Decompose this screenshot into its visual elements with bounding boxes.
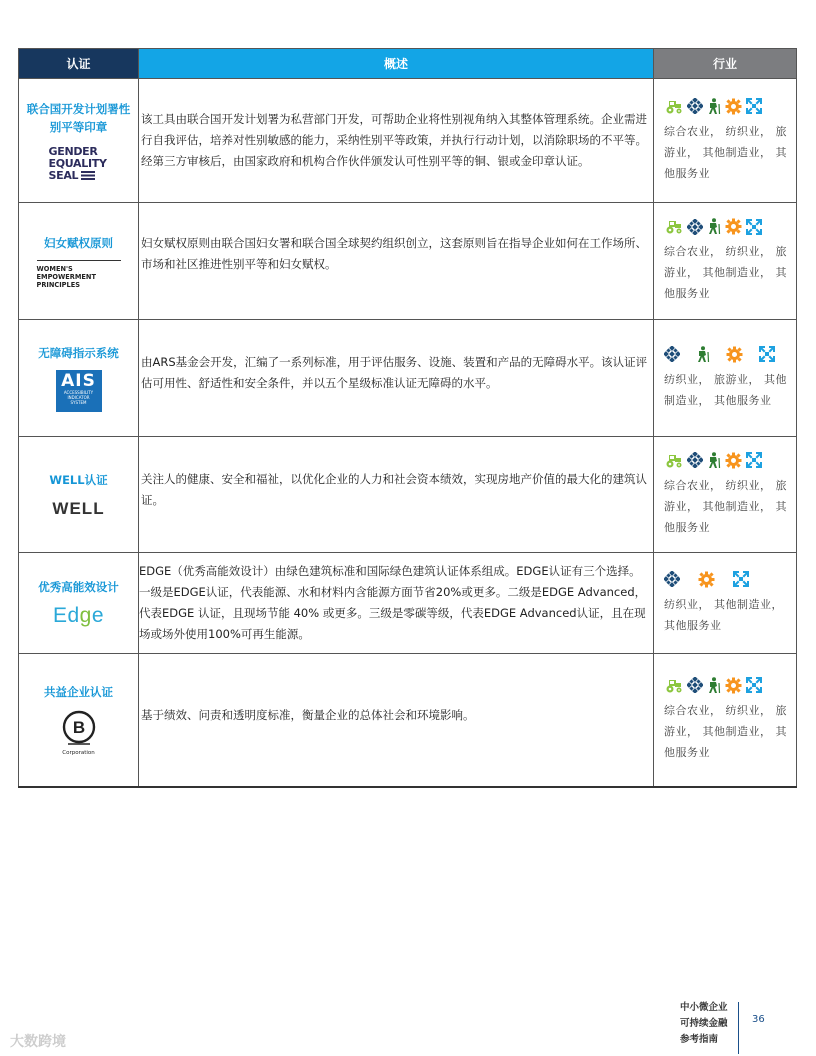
cert-name: 无障碍指示系统	[38, 346, 119, 360]
gender-equality-seal-logo: GENDER EQUALITY SEAL	[48, 144, 107, 182]
hiking-icon	[707, 677, 721, 694]
footer-guide-title: 中小微企业 可持续金融 参考指南	[680, 1002, 728, 1045]
hiking-icon	[707, 98, 721, 115]
textile-icon	[687, 98, 703, 114]
tractor-icon	[664, 678, 683, 693]
header-industry: 行业	[654, 49, 797, 79]
textile-icon	[687, 677, 703, 693]
industry-list: 综合农业， 纺织业， 旅游业， 其他制造业， 其他服务业	[664, 124, 787, 180]
tractor-icon	[664, 219, 683, 234]
table-row	[19, 320, 797, 437]
desc-cell	[139, 654, 654, 787]
cert-cell	[19, 320, 139, 437]
industry-list: 综合农业， 纺织业， 旅游业， 其他制造业， 其他服务业	[664, 478, 787, 534]
cert-description: 关注人的健康、安全和福祉，以优化企业的人力和社会资本绩效，实现房地产价值的最大化的建筑认证。	[141, 471, 647, 507]
hiking-icon	[707, 452, 721, 469]
tractor-icon	[664, 453, 683, 468]
header-cert: 认证	[19, 49, 139, 79]
desc-cell	[139, 553, 654, 654]
industry-list: 综合农业， 纺织业， 旅游业， 其他制造业， 其他服务业	[664, 703, 787, 759]
industry-list: 综合农业， 纺织业， 旅游业， 其他制造业， 其他服务业	[664, 245, 787, 300]
gear-icon	[698, 571, 715, 588]
equal-bars-icon	[81, 171, 95, 180]
footer-divider	[738, 1002, 739, 1054]
services-icon	[746, 452, 762, 468]
b-corp-circle-icon	[61, 709, 97, 745]
industry-icons	[664, 571, 790, 588]
desc-cell	[139, 437, 654, 553]
cert-cell	[19, 203, 139, 320]
textile-icon	[664, 571, 680, 587]
cert-name: WELL认证	[49, 472, 108, 487]
desc-cell	[139, 79, 654, 203]
cert-cell	[19, 553, 139, 654]
hiking-icon	[696, 346, 710, 363]
header-desc: 概述	[139, 49, 654, 79]
industry-cell	[654, 553, 797, 654]
industry-icons	[664, 218, 790, 235]
industry-cell	[654, 79, 797, 203]
gear-icon	[725, 452, 742, 469]
gear-icon	[725, 677, 742, 694]
industry-cell	[654, 654, 797, 787]
services-icon	[746, 219, 762, 235]
watermark: 大数跨境	[10, 1034, 66, 1050]
cert-description: 基于绩效、问责和透明度标准，衡量企业的总体社会和环境影响。	[141, 708, 475, 723]
table-row	[19, 79, 797, 203]
gear-icon	[725, 218, 742, 235]
table-row	[19, 654, 797, 787]
textile-icon	[664, 346, 680, 362]
cert-description: EDGE（优秀高能效设计）由绿色建筑标准和国际绿色建筑认证体系组成。EDGE认证有三个选择。一级是EDGE认证，代表能源、水和材料内含能源方面节省20%或更多。二级是EDGE Advanced，代表EDGE 认证，且现场节能 40% 或更多。三级是零碳等级，代表EDGE Advanced认证，且在现场或场外使用100%可再生能源。	[139, 564, 647, 641]
gear-icon	[726, 346, 743, 363]
industry-list: 纺织业， 其他制造业， 其他服务业	[664, 597, 783, 632]
womens-empowerment-principles-logo: WOMEN'S EMPOWERMENT PRINCIPLES	[37, 260, 121, 289]
services-icon	[746, 677, 762, 693]
cert-description: 该工具由联合国开发计划署为私营部门开发，可帮助企业将性别视角纳入其整体管理系统。企业需进行自我评估，培养对性别敏感的能力，采纳性别平等政策，并执行行动计划，以消除职场的不平等。经第三方审核后，由国家政府和机构合作伙伴颁发认可性别平等的铜、银或金印章认证。	[141, 112, 647, 168]
page-number: 36	[752, 1014, 765, 1025]
industry-cell	[654, 437, 797, 553]
tractor-icon	[664, 99, 683, 114]
cert-name: 联合国开发计划署性别平等印章	[26, 101, 131, 134]
cert-name: 妇女赋权原则	[44, 235, 113, 250]
cert-name: 优秀高能效设计	[38, 580, 119, 594]
industry-cell	[654, 203, 797, 320]
table-row	[19, 437, 797, 553]
industry-icons	[664, 98, 790, 115]
certification-table	[18, 48, 797, 788]
cert-name: 共益企业认证	[44, 685, 113, 700]
textile-icon	[687, 452, 703, 468]
industry-icons	[664, 677, 790, 694]
table-row	[19, 203, 797, 320]
cert-description: 妇女赋权原则由联合国妇女署和联合国全球契约组织创立，这套原则旨在指导企业如何在工作场所、市场和社区推进性别平等和妇女赋权。	[141, 236, 647, 271]
industry-list: 纺织业， 旅游业， 其他制造业， 其他服务业	[664, 372, 787, 407]
cert-cell	[19, 654, 139, 787]
industry-icons	[664, 346, 790, 363]
cert-cell	[19, 79, 139, 203]
textile-icon	[687, 219, 703, 235]
services-icon	[746, 98, 762, 114]
cert-description: 由ARS基金会开发，汇编了一系列标准，用于评估服务、设施、装置和产品的无障碍水平。该认证评估可用性、舒适性和安全条件，并以五个星级标准认证无障碍的水平。	[141, 355, 648, 390]
hiking-icon	[707, 218, 721, 235]
edge-logo: Edge	[52, 604, 105, 627]
gear-icon	[725, 98, 742, 115]
industry-cell	[654, 320, 797, 437]
svg-text:B: B	[72, 718, 85, 738]
cert-cell	[19, 437, 139, 553]
services-icon	[733, 571, 749, 587]
desc-cell	[139, 320, 654, 437]
well-logo: WELL	[52, 498, 105, 518]
desc-cell	[139, 203, 654, 320]
services-icon	[759, 346, 775, 362]
ais-logo: AIS ACCESSIBILITY INDICATOR SYSTEM	[56, 370, 102, 412]
table-row	[19, 553, 797, 654]
b-corp-logo: B Corporation	[54, 709, 104, 756]
industry-icons	[664, 452, 790, 469]
